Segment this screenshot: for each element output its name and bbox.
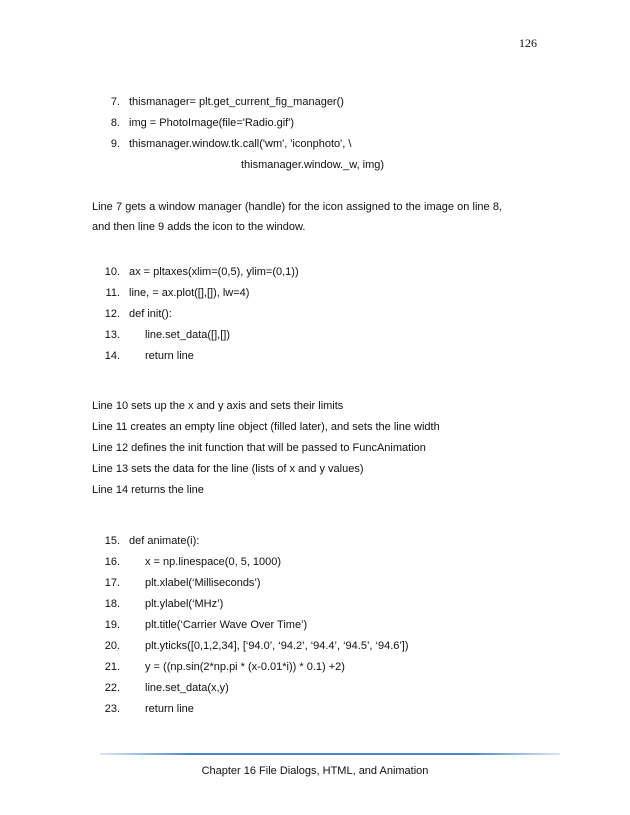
paragraph-line-7-9: Line 7 gets a window manager (handle) for the icon assigned to the image on line 8, and then line 9 adds the icon to the window. [92, 201, 502, 233]
code-text: img = PhotoImage(file='Radio.gif') [129, 117, 295, 129]
code-line-22 [104, 681, 229, 695]
code-text: plt.yticks([0,1,2,34], [‘94.0’, ‘94.2’, ‘94.4’, ‘94.5’, ‘94.6’]) [145, 640, 409, 652]
code-text: y = ((np.sin(2*np.pi * (x-0.01*i)) * 0.1) +2) [145, 661, 345, 673]
explanation-line-13: Line 13 sets the data for the line (lists of x and y values) [92, 463, 364, 475]
code-text: ax = pltaxes(xlim=(0,5), ylim=(0,1)) [129, 266, 299, 278]
code-line-8 [110, 116, 295, 130]
code-line-23 [104, 702, 194, 716]
code-text: thismanager.window.tk.call('wm', 'iconphoto', \ [129, 138, 352, 150]
line-number: 19. [104, 619, 120, 631]
code-line-19 [104, 618, 308, 632]
code-text: def animate(i): [129, 535, 200, 547]
code-line-15 [104, 534, 200, 548]
code-line-7 [110, 95, 344, 109]
line-number: 20. [104, 640, 120, 652]
line-number: 18. [104, 598, 120, 610]
line-number: 23. [104, 703, 120, 715]
code-line-13 [104, 328, 230, 342]
line-number: 10. [104, 266, 120, 278]
code-line-16 [104, 555, 282, 569]
footer-divider [100, 753, 560, 755]
code-text: x = np.linespace(0, 5, 1000) [145, 556, 282, 568]
code-line-11 [105, 286, 250, 300]
code-text: plt.ylabel(‘MHz’) [145, 598, 224, 610]
code-line-20 [104, 639, 409, 653]
line-number: 17. [104, 577, 120, 589]
line-number: 8. [110, 117, 120, 129]
line-number: 15. [104, 535, 120, 547]
code-line-12 [104, 307, 172, 321]
code-line-9 [110, 137, 352, 151]
line-number: 16. [104, 556, 120, 568]
line-number: 13. [104, 329, 120, 341]
code-text: plt.xlabel(‘Milliseconds’) [145, 577, 261, 589]
code-line-18 [104, 597, 224, 611]
code-line-10 [104, 265, 299, 279]
code-text: line.set_data(x,y) [145, 682, 229, 694]
explanation-line-10: Line 10 sets up the x and y axis and sets their limits [92, 400, 344, 412]
line-number: 22. [104, 682, 120, 694]
chapter-footer: Chapter 16 File Dialogs, HTML, and Animation [201, 765, 429, 777]
code-line-21 [104, 660, 345, 674]
code-text: line, = ax.plot([],[]), lw=4) [129, 287, 250, 299]
code-text: return line [145, 703, 194, 715]
code-line-9-continuation [241, 158, 384, 172]
code-line-17 [104, 576, 261, 590]
line-number: 9. [110, 138, 120, 150]
line-number: 14. [104, 350, 120, 362]
explanation-line-12: Line 12 defines the init function that will be passed to FuncAnimation [92, 442, 426, 454]
line-number: 7. [110, 96, 120, 108]
line-number: 12. [104, 308, 120, 320]
code-text: thismanager.window._w, img) [241, 159, 385, 171]
code-line-14 [104, 349, 194, 363]
explanation-line-14: Line 14 returns the line [92, 484, 204, 496]
explanation-line-11: Line 11 creates an empty line object (filled later), and sets the line width [92, 421, 440, 433]
code-text: return line [145, 350, 194, 362]
line-number: 11. [105, 287, 120, 299]
code-text: line.set_data([],[]) [145, 329, 230, 341]
code-text: thismanager= plt.get_current_fig_manager() [129, 96, 344, 108]
code-text: def init(): [129, 308, 172, 320]
line-number: 21. [104, 661, 120, 673]
code-text: plt.title(‘Carrier Wave Over Time’) [145, 619, 308, 631]
page-number: 126 [519, 36, 537, 50]
